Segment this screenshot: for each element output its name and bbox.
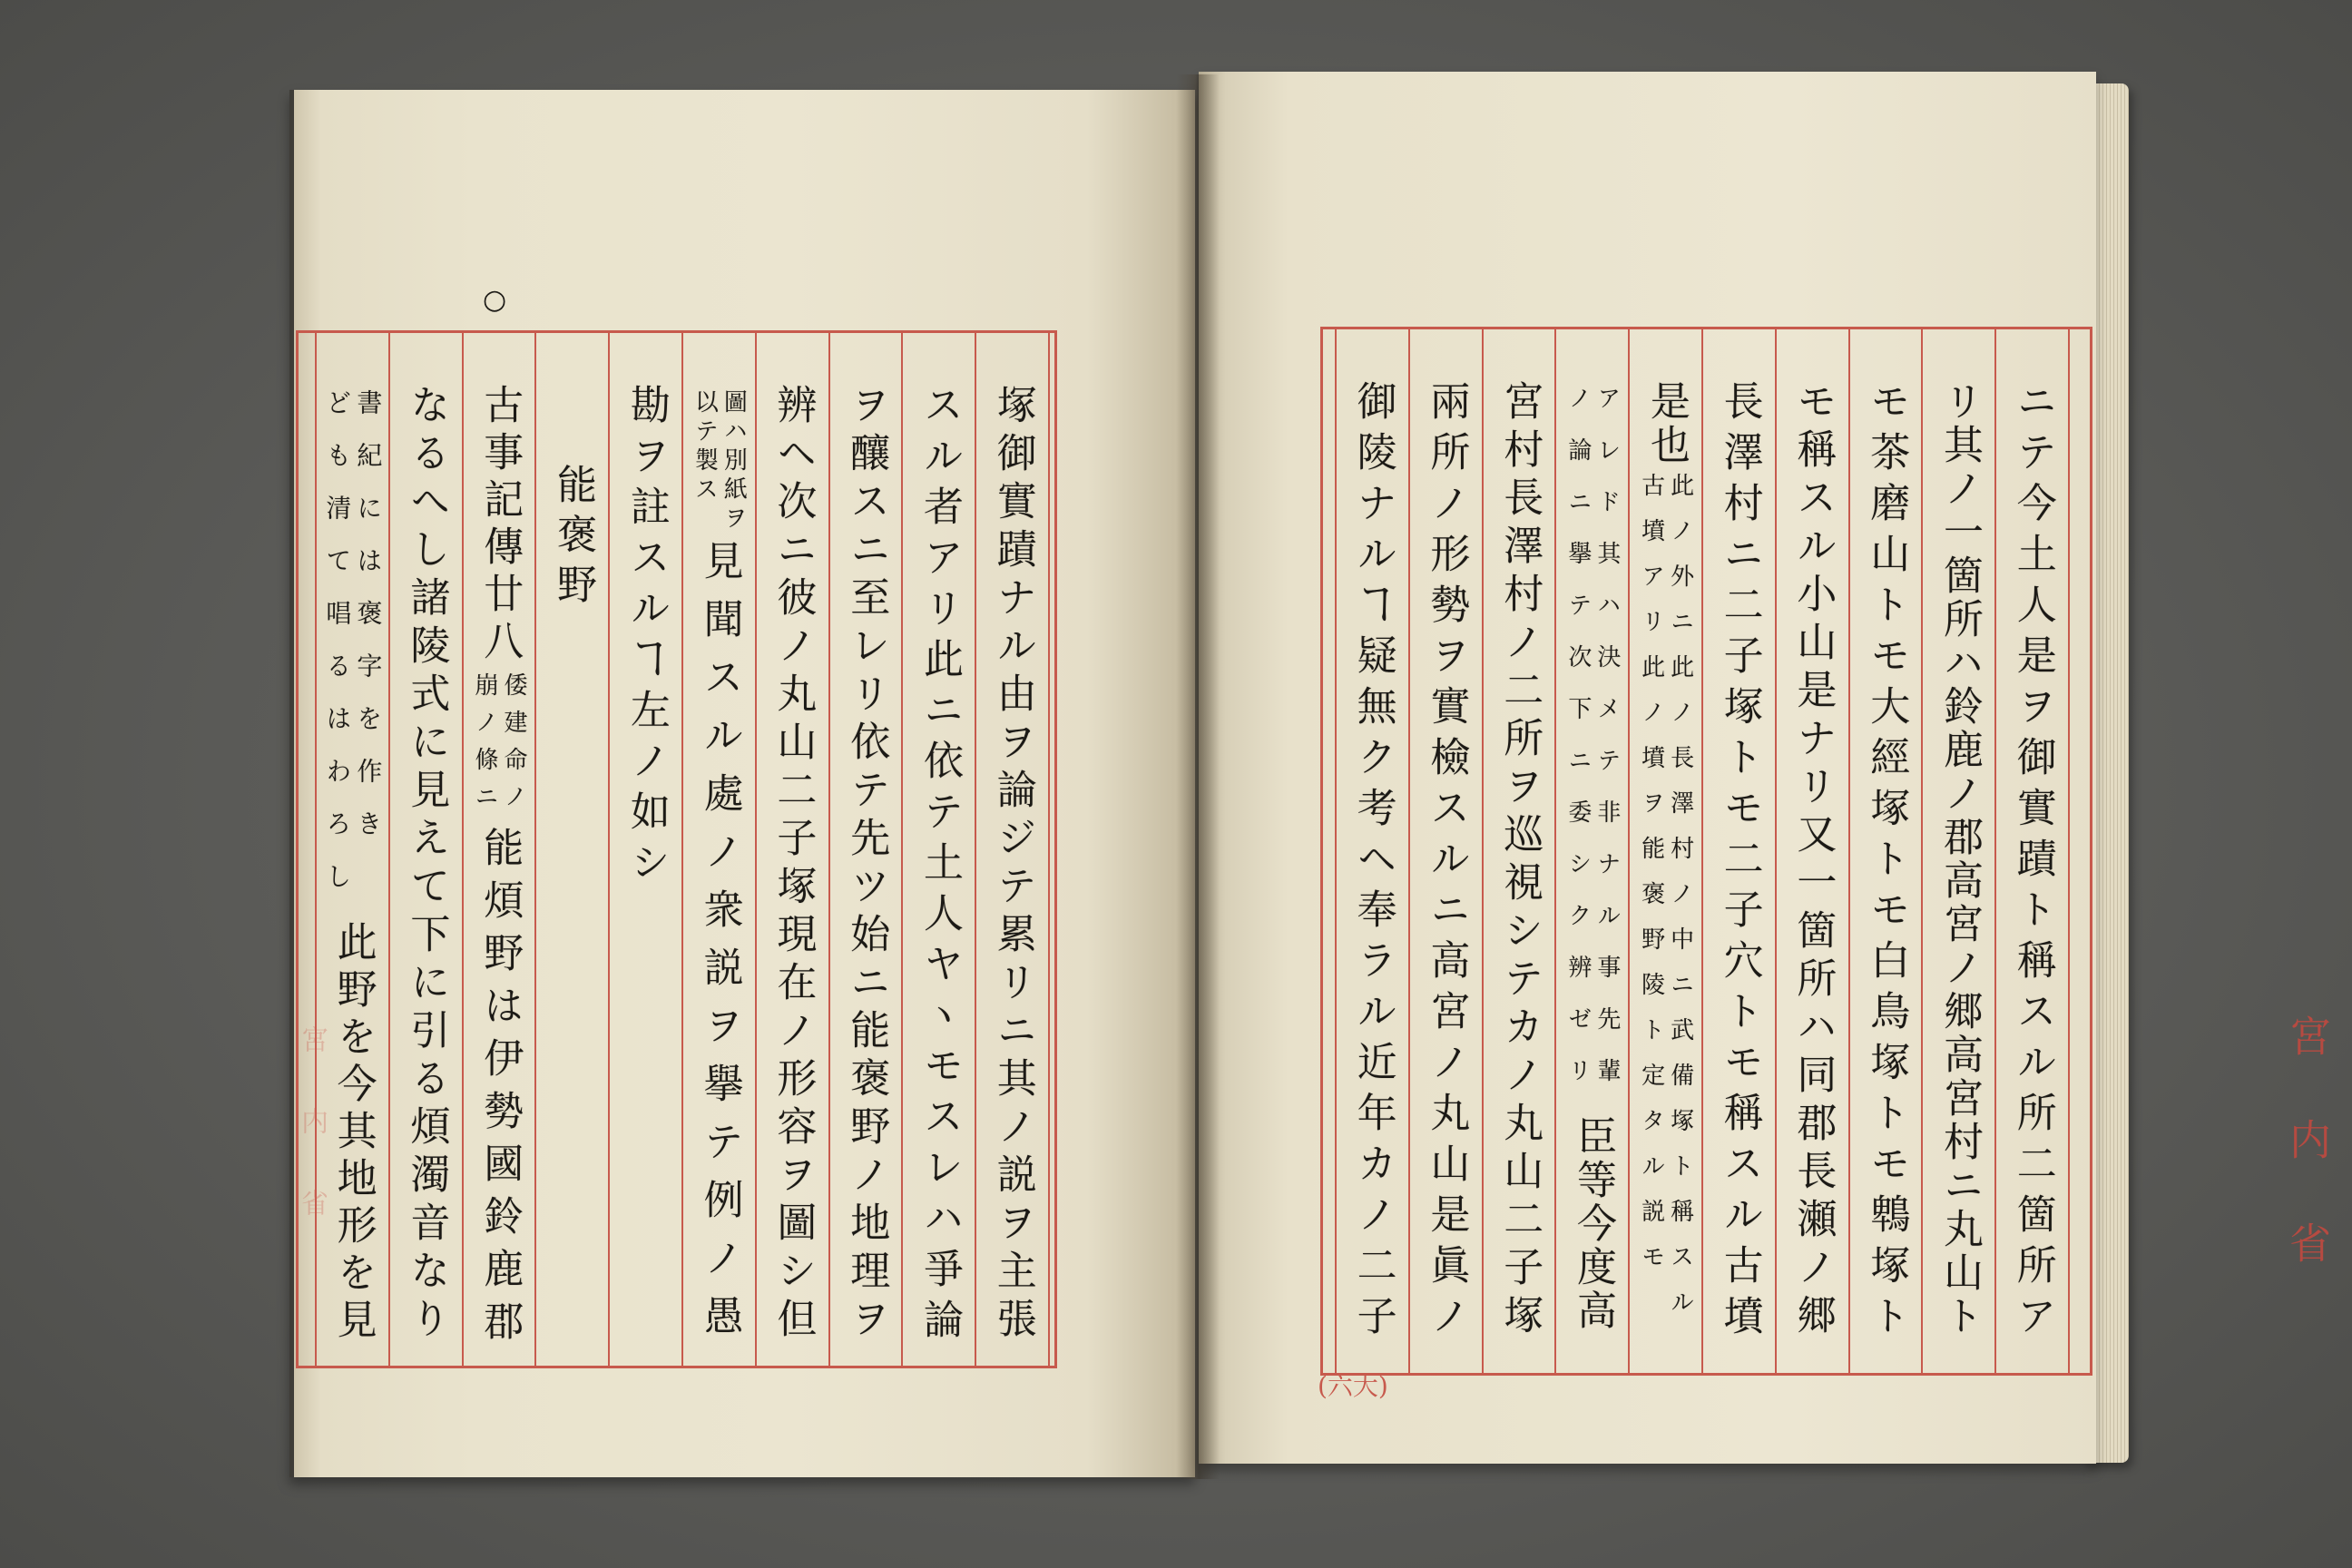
column-tail-text: 見聞スル處ノ衆説ヲ擧テ例ノ愚: [696, 540, 743, 1353]
column-text: 塚御實蹟ナル由ヲ論ジテ累リニ其ノ説ヲ主張: [989, 384, 1036, 1346]
section-heading: 能褒野: [550, 464, 597, 613]
warichu-note: [471, 672, 528, 821]
left-column-9: [388, 333, 462, 1366]
note-right-line: アレド其ハ決メテ非ナル事先輩: [1592, 386, 1621, 1110]
warichu-note: [691, 389, 748, 534]
edge-stamp: 宮内省: [2283, 1014, 2332, 1325]
warichu-note: [1563, 386, 1621, 1110]
column-text: 長澤村ニ二子塚トモ二子穴トモ稱スル古墳: [1716, 380, 1763, 1346]
left-ruled-frame: [296, 330, 1057, 1368]
right-column-7: [1554, 329, 1628, 1373]
right-column-4: [1775, 329, 1848, 1373]
right-column-9: [1408, 329, 1482, 1373]
right-column-6: [1628, 329, 1701, 1373]
left-column-8: [462, 333, 535, 1366]
left-column-5: [681, 333, 755, 1366]
left-column-4: [755, 333, 828, 1366]
right-column-grid: [1335, 329, 2070, 1373]
note-left-line: 以テ製ス: [691, 389, 719, 505]
right-column-1: [1994, 329, 2068, 1373]
column-text: 宮村長澤村ノ二所ヲ巡視シテカノ丸山二子塚: [1496, 380, 1544, 1342]
note-right-line: 圖ハ別紙ヲ: [720, 389, 748, 534]
note-right-line: 此ノ外ニ此ノ長澤村ノ中ニ武備塚ト稱スル: [1666, 473, 1694, 1335]
circle-mark: ○: [483, 284, 507, 316]
note-left-line: 古墳アリ此ノ墳ヲ能褒野陵ト定タル説モ: [1637, 473, 1665, 1289]
left-column-6: [608, 333, 681, 1366]
column-text: ニテ今土人是ヲ御實蹟ト稱スル所二箇所ア: [2009, 380, 2056, 1346]
note-right-line: 倭建命ノ: [500, 672, 528, 821]
column-text: 兩所ノ形勢ヲ實檢スルニ高宮ノ丸山是眞ノ: [1423, 380, 1470, 1346]
left-column-7: [534, 333, 608, 1366]
column-head-text: 是也: [1642, 380, 1690, 467]
column-tail-text: 臣等今度高: [1570, 1115, 1617, 1333]
column-text: ヲ釀スニ至レリ依テ先ツ始ニ能褒野ノ地理ヲ: [843, 384, 890, 1346]
left-column-3: [828, 333, 902, 1366]
column-text: モ稱スル小山是ナリ又一箇所ハ同郡長瀬ノ郷: [1789, 380, 1837, 1342]
column-text: 辨ヘ次ニ彼ノ丸山二子塚現在ノ形容ヲ圖シ但: [769, 384, 817, 1346]
right-column-3: [1848, 329, 1922, 1373]
column-text: なるへし諸陵式に見えて下に引る煩濁音なり: [403, 384, 450, 1346]
margin-stamp: 宮内省: [296, 1025, 328, 1270]
right-column-10: [1335, 329, 1408, 1373]
warichu-note: [1637, 473, 1694, 1335]
left-column-1: [975, 333, 1048, 1366]
column-text: 勘ヲ註スルヿ左ノ如シ: [622, 384, 670, 892]
column-tail-text: 能煩野は伊勢國鈴鹿郡: [476, 827, 524, 1353]
note-left-line: ノ論ニ擧テ次下ニ委シク辨ゼリ: [1563, 386, 1592, 1110]
left-column-grid: [315, 333, 1050, 1366]
right-column-2: [1921, 329, 1994, 1373]
note-left-line: ども清て唱るはわろし: [322, 389, 353, 916]
column-head-text: 古事記傳廿八: [476, 384, 524, 667]
column-text: 御陵ナルヿ疑無ク考ヘ奉ラル近年カノ二子: [1349, 380, 1396, 1346]
note-right-line: 書紀には褒字を作き: [353, 389, 384, 863]
right-ruled-frame: [1320, 327, 2092, 1376]
column-text: リ其ノ一箇所ハ鈴鹿ノ郡高宮ノ郷高宮村ニ丸山ト: [1936, 380, 1983, 1338]
folio-number: (六大): [1318, 1371, 1388, 1401]
warichu-note: [322, 389, 384, 916]
column-text: モ茶磨山トモ大經塚トモ白鳥塚トモ鵯塚ト: [1863, 380, 1910, 1346]
right-column-8: [1482, 329, 1555, 1373]
left-column-10: [315, 333, 388, 1366]
right-column-5: [1701, 329, 1775, 1373]
note-left-line: 崩ノ條ニ: [471, 672, 499, 821]
column-tail-text: 此野を今其地形を見: [329, 921, 377, 1346]
spine-shadow: [1176, 74, 1220, 1479]
column-text: スル者アリ此ニ依テ土人ヤヽモスレハ爭論: [916, 384, 963, 1349]
left-column-2: [901, 333, 975, 1366]
